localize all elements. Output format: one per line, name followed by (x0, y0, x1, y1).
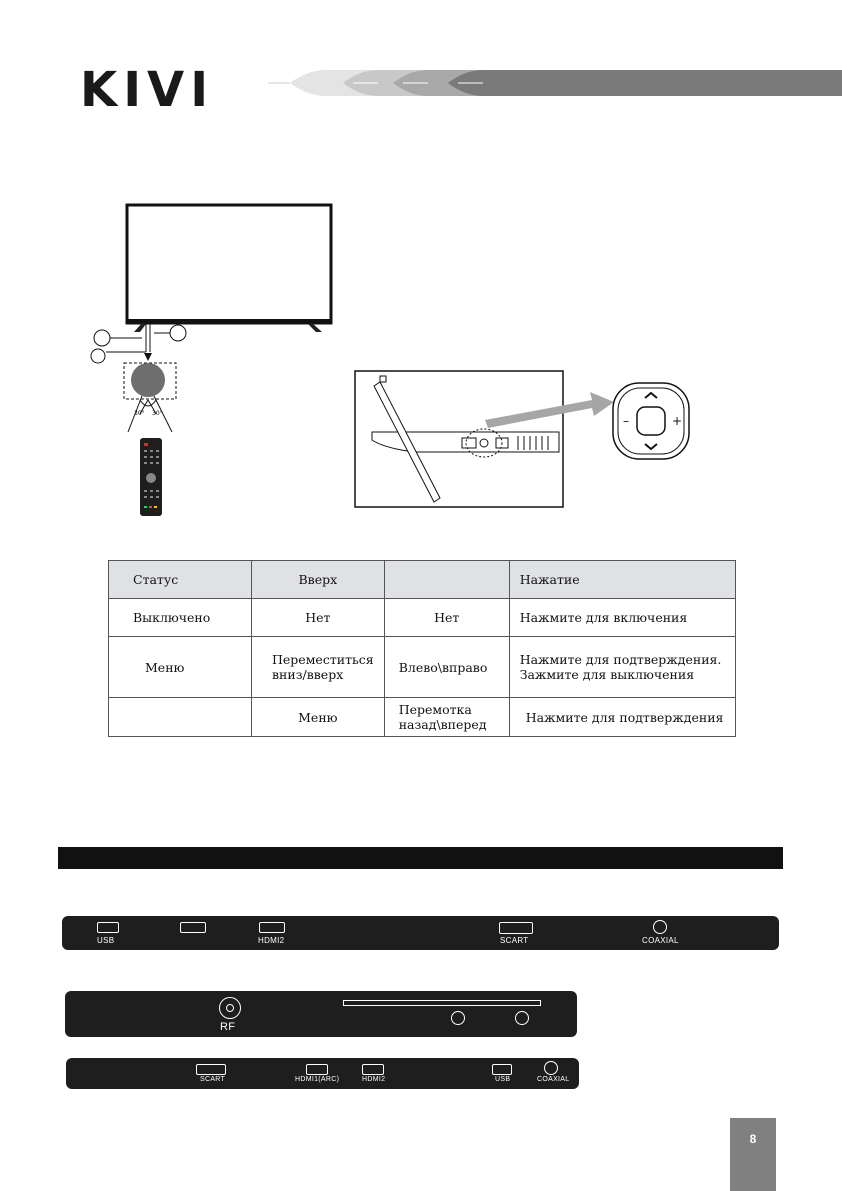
card-slot (343, 1000, 541, 1006)
tv-remote-illustration (84, 200, 344, 520)
table-header-cell: Вверх (252, 561, 385, 599)
hdmi2-label: HDMI2 (258, 936, 285, 945)
hdmi2-port-icon (259, 922, 285, 933)
table-row (109, 599, 736, 637)
rf-label: RF (220, 1021, 236, 1033)
usb-label: USB (495, 1076, 511, 1083)
headphone-icon (515, 1011, 529, 1025)
table-cell: Влево\вправо (384, 637, 509, 698)
joystick-minus-label: – (623, 414, 629, 428)
table-cell: Меню (109, 637, 252, 698)
coaxial-label: COAXIAL (642, 936, 679, 945)
table-row (109, 698, 736, 737)
table-cell (109, 698, 252, 737)
usb-port-icon (492, 1064, 512, 1075)
rf-port-center (226, 1004, 234, 1012)
hdmi2-port-icon (362, 1064, 384, 1075)
table-header-cell: Нажатие (509, 561, 735, 599)
hdmi1-port-icon (306, 1064, 328, 1075)
audio-port-icon (451, 1011, 465, 1025)
page-number: 8 (730, 1118, 776, 1191)
table-cell: Нажмите для подтверждения (509, 698, 735, 737)
coaxial-port-icon (544, 1061, 558, 1075)
table-cell: Нажмите для включения (509, 599, 735, 637)
angle-left-label: 30° (134, 410, 145, 417)
scart-label: SCART (200, 1076, 226, 1083)
usb-label: USB (97, 936, 115, 945)
header-band (268, 70, 842, 96)
port-bar-bottom (66, 1058, 579, 1089)
table-cell: Переместиться вниз/вверх (252, 637, 385, 698)
port-bar-rf (65, 991, 577, 1037)
hdmi-port-icon (180, 922, 206, 933)
table-header-cell: Статус (109, 561, 252, 599)
section-bar (58, 847, 783, 869)
hdmi1-label: HDMI1(ARC) (295, 1076, 340, 1083)
control-table (108, 560, 736, 737)
table-cell: Перемотка назад\вперед (384, 698, 509, 737)
arrow-pointer (480, 390, 620, 430)
coaxial-port-icon (653, 920, 667, 934)
coaxial-label: COAXIAL (537, 1076, 570, 1083)
joystick-control (612, 382, 690, 460)
joystick-plus-label: + (672, 414, 683, 428)
table-header-row (109, 561, 736, 599)
hdmi2-label: HDMI2 (362, 1076, 386, 1083)
scart-port-icon (196, 1064, 226, 1075)
brand-logo: KIVI (80, 62, 215, 118)
usb-port-icon (97, 922, 119, 933)
scart-port-icon (499, 922, 533, 934)
angle-right-label: 30° (152, 410, 163, 417)
table-cell: Нажмите для подтверждения. Зажмите для выключения (509, 637, 735, 698)
scart-label: SCART (500, 936, 529, 945)
table-row (109, 637, 736, 698)
table-cell: Нет (384, 599, 509, 637)
table-cell: Выключено (109, 599, 252, 637)
table-cell: Меню (252, 698, 385, 737)
table-header-cell (384, 561, 509, 599)
port-bar-side (62, 916, 779, 950)
table-cell: Нет (252, 599, 385, 637)
